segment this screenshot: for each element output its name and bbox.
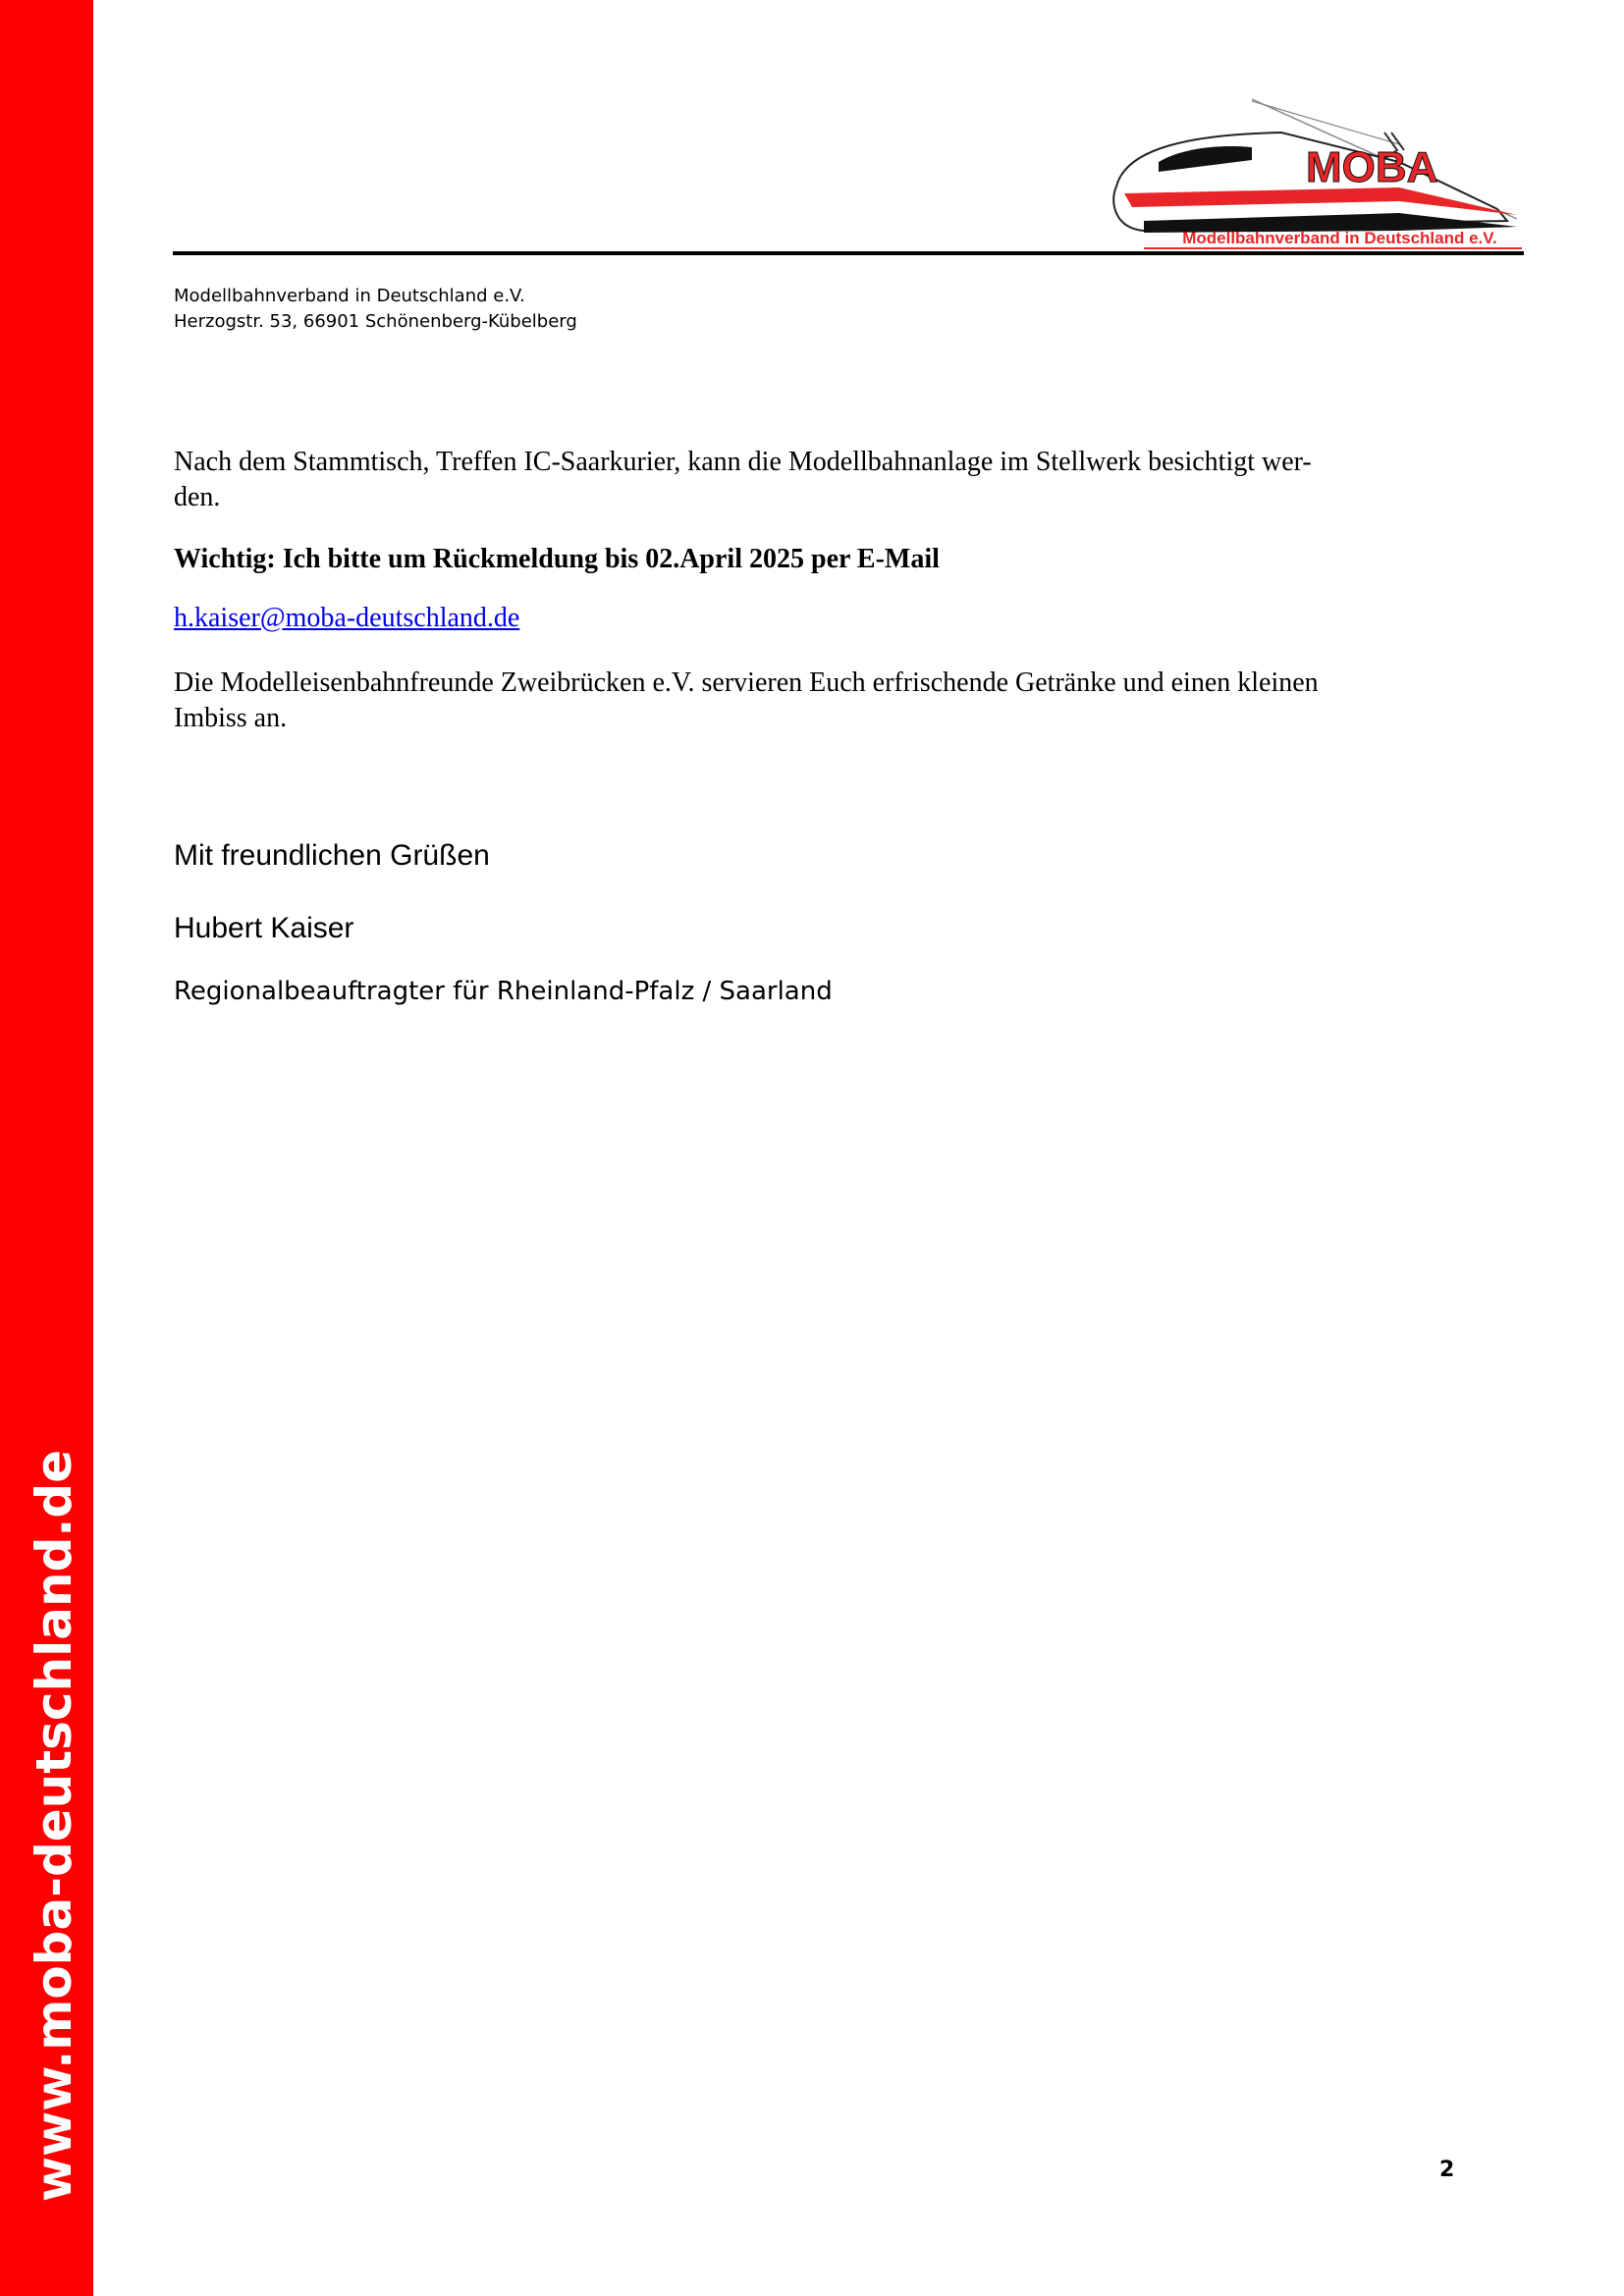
paragraph-line: Die Modelleisenbahnfreunde Zweibrücken e.V. servieren Euch erfrischende Getränke und einen kleinen <box>174 667 1319 698</box>
page-number: 2 <box>1439 2158 1455 2182</box>
important-notice: Wichtig: Ich bitte um Rückmeldung bis 02.April 2025 per E-Mail <box>174 544 940 574</box>
email-link[interactable]: h.kaiser@moba-deutschland.de <box>174 603 520 633</box>
sidebar-url: www.moba-deutschland.de <box>26 1449 82 2203</box>
closing-greeting: Mit freundlichen Grüßen <box>174 839 490 872</box>
signer-role: Regionalbeauftragter für Rheinland-Pfalz / Saarland <box>174 977 833 1006</box>
sender-org: Modellbahnverband in Deutschland e.V. <box>174 286 525 306</box>
paragraph-line: den. <box>174 482 221 512</box>
logo-caption: Modellbahnverband in Deutschland e.V. <box>1182 229 1497 247</box>
sender-address: Herzogstr. 53, 66901 Schönenberg-Kübelberg <box>174 311 577 332</box>
paragraph-line: Nach dem Stammtisch, Treffen IC-Saarkurier, kann die Modellbahnanlage im Stellwerk besichtigt wer- <box>174 447 1312 477</box>
red-sidebar <box>0 0 93 2296</box>
paragraph-line: Imbiss an. <box>174 703 288 733</box>
sender-block <box>174 284 577 335</box>
paragraph-refreshments <box>174 666 1440 736</box>
moba-logo <box>1105 93 1537 250</box>
email-paragraph <box>174 601 1440 636</box>
paragraph-stammtisch <box>174 445 1440 515</box>
header-rule <box>173 251 1524 255</box>
logo-wordmark: MOBA <box>1306 143 1438 191</box>
signer-name: Hubert Kaiser <box>174 912 354 944</box>
